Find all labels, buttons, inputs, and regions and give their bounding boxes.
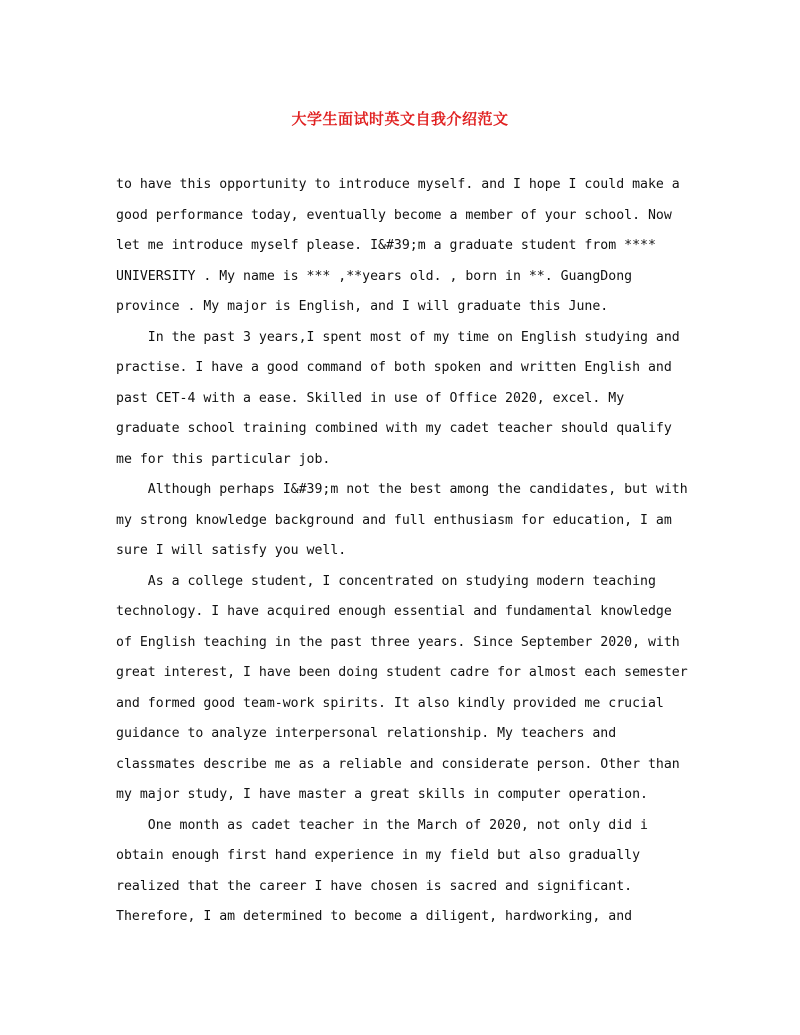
text-line: great interest, I have been doing student cadre for almost each semester <box>116 665 688 680</box>
text-line: UNIVERSITY . My name is *** ,**years old. , born in **. GuangDong <box>116 268 633 284</box>
text-line: my strong knowledge background and full enthusiasm for education, I am <box>116 512 672 528</box>
text-line: sure I will satisfy you well. <box>116 543 347 558</box>
text-line: of English teaching in the past three years. Since September 2020, with <box>116 634 680 650</box>
text-line: In the past 3 years,I spent most of my time on English studying and <box>116 329 680 345</box>
text-line: realized that the career I have chosen is sacred and significant. <box>116 878 633 894</box>
text-line: guidance to analyze interpersonal relationship. My teachers and <box>116 726 617 741</box>
text-line: technology. I have acquired enough essential and fundamental knowledge <box>116 604 672 619</box>
text-line: classmates describe me as a reliable and considerate person. Other than <box>116 756 680 772</box>
text-line: let me introduce myself please. I&#39;m a graduate student from **** <box>116 238 656 253</box>
document-title: 大学生面试时英文自我介绍范文 <box>291 110 509 128</box>
text-line: province . My major is English, and I will graduate this June. <box>116 299 609 314</box>
text-line: One month as cadet teacher in the March of 2020, not only did i <box>116 817 648 833</box>
text-line: Although perhaps I&#39;m not the best among the candidates, but with <box>116 482 688 497</box>
text-line: and formed good team-work spirits. It also kindly provided me crucial <box>116 695 664 711</box>
text-line: good performance today, eventually become a member of your school. Now <box>116 207 672 223</box>
text-line: practise. I have a good command of both spoken and written English and <box>116 360 672 375</box>
text-line: graduate school training combined with my cadet teacher should qualify <box>116 421 672 436</box>
text-line: Therefore, I am determined to become a diligent, hardworking, and <box>116 909 633 924</box>
text-line: my major study, I have master a great skills in computer operation. <box>116 787 648 802</box>
text-line: me for this particular job. <box>116 451 331 467</box>
text-line: obtain enough first hand experience in my field but also gradually <box>116 848 641 863</box>
document-body <box>116 170 691 933</box>
text-line: to have this opportunity to introduce myself. and I hope I could make a <box>116 177 680 192</box>
text-line: As a college student, I concentrated on studying modern teaching <box>116 573 656 589</box>
text-line: past CET-4 with a ease. Skilled in use of Office 2020, excel. My <box>116 390 625 406</box>
